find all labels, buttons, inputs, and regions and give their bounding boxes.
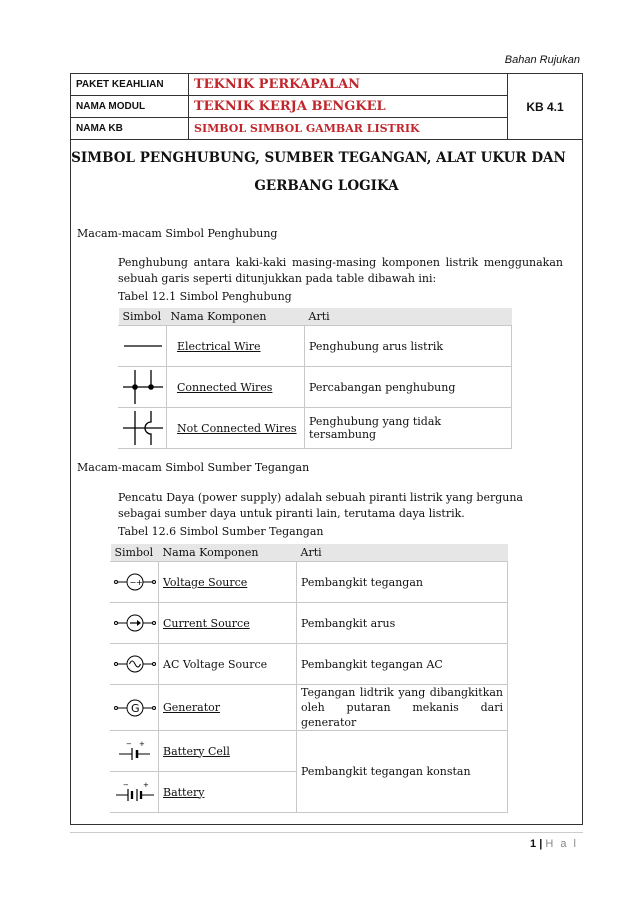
value-nama-modul: TEKNIK KERJA BENGKEL (189, 96, 508, 118)
page-title-line2: GERBANG LOGIKA (254, 178, 399, 194)
page-title-line1: SIMBOL PENGHUBUNG, SUMBER TEGANGAN, ALAT UKUR DAN (71, 150, 566, 166)
minus-sign: − (125, 740, 132, 748)
component-meaning: Pembangkit tegangan konstan (297, 731, 508, 813)
component-name: Current Source (163, 616, 250, 630)
component-meaning: Pembangkit tegangan (297, 562, 508, 603)
footer-divider (70, 832, 583, 833)
col-header-simbol: Simbol (119, 308, 167, 326)
label-nama-kb: NAMA KB (71, 118, 189, 140)
footer-label: H a l (545, 838, 578, 850)
table-row (111, 562, 508, 603)
not-connected-wires-symbol-icon (121, 409, 165, 447)
battery-symbol-icon (113, 778, 157, 806)
connected-wires-symbol-icon (121, 368, 165, 406)
reference-note: Bahan Rujukan (504, 54, 580, 66)
table-row (111, 685, 508, 731)
connector-symbol-table (118, 308, 512, 449)
generator-letter: G (130, 701, 140, 715)
not-connected-wires-symbol-cell (119, 408, 167, 449)
component-name: Voltage Source (163, 575, 248, 589)
electrical-wire-symbol-icon (121, 331, 165, 361)
component-name: Battery (163, 785, 205, 799)
section2-heading: Macam-macam Simbol Sumber Tegangan (77, 461, 310, 474)
col-header-nama: Nama Komponen (167, 308, 305, 326)
info-header-table (70, 73, 583, 140)
kb-code: KB 4.1 (508, 74, 583, 140)
component-meaning: Percabangan penghubung (305, 367, 512, 408)
page-footer (530, 838, 578, 850)
generator-symbol-icon (113, 696, 157, 720)
electrical-wire-symbol-cell (119, 326, 167, 367)
col-header-simbol: Simbol (111, 544, 159, 562)
section1-paragraph: Penghubung antara kaki-kaki masing-masing komponen listrik menggunakan sebuah garis seperti ditunjukkan pada table dibawah ini: (118, 256, 563, 285)
plus-sign: + (138, 740, 145, 748)
table-row (111, 731, 508, 772)
table-row (119, 408, 512, 449)
generator-symbol-cell (111, 685, 159, 731)
component-meaning: Penghubung yang tidak tersambung (305, 408, 512, 449)
table-row (119, 367, 512, 408)
section2-paragraph: Pencatu Daya (power supply) adalah sebuah piranti listrik yang berguna sebagai sumber daya untuk piranti lain, terutama daya listrik. (118, 491, 523, 520)
component-meaning: Penghubung arus listrik (305, 326, 512, 367)
current-source-symbol-icon (113, 611, 157, 635)
table-row (111, 603, 508, 644)
label-nama-modul: NAMA MODUL (71, 96, 189, 118)
plus-sign: + (135, 578, 143, 587)
component-name: Generator (163, 701, 221, 714)
ac-voltage-source-symbol-cell (111, 644, 159, 685)
table-row (111, 644, 508, 685)
connected-wires-symbol-cell (119, 367, 167, 408)
col-header-arti: Arti (305, 308, 512, 326)
battery-cell-symbol-cell (111, 731, 159, 772)
table-row (119, 326, 512, 367)
label-paket-keahlian: PAKET KEAHLIAN (71, 74, 189, 96)
component-meaning: Pembangkit arus (297, 603, 508, 644)
ac-voltage-source-symbol-icon (113, 652, 157, 676)
component-name: AC Voltage Source (159, 644, 297, 685)
component-name: Not Connected Wires (177, 421, 297, 435)
component-meaning: Pembangkit tegangan AC (297, 644, 508, 685)
component-name: Connected Wires (177, 380, 273, 394)
footer-separator: | (539, 838, 543, 850)
battery-cell-symbol-icon (113, 737, 157, 765)
battery-symbol-cell (111, 772, 159, 813)
minus-sign: − (129, 578, 136, 587)
power-source-symbol-table (110, 544, 508, 813)
page-number: 1 (530, 838, 537, 850)
component-name: Battery Cell (163, 744, 230, 758)
section2-caption: Tabel 12.6 Simbol Sumber Tegangan (118, 525, 324, 538)
plus-sign: + (142, 781, 149, 789)
voltage-source-symbol-cell (111, 562, 159, 603)
value-paket-keahlian: TEKNIK PERKAPALAN (189, 74, 508, 96)
col-header-arti: Arti (297, 544, 508, 562)
value-nama-kb: SIMBOL SIMBOL GAMBAR LISTRIK (189, 118, 508, 140)
component-meaning: Tegangan lidtrik yang dibangkitkan oleh putaran mekanis dari generator (297, 685, 508, 731)
component-name: Electrical Wire (177, 339, 261, 353)
current-source-symbol-cell (111, 603, 159, 644)
section1-heading: Macam-macam Simbol Penghubung (77, 227, 278, 240)
col-header-nama: Nama Komponen (159, 544, 297, 562)
voltage-source-symbol-icon (113, 570, 157, 594)
minus-sign: − (122, 781, 129, 789)
section1-caption: Tabel 12.1 Simbol Penghubung (118, 290, 292, 303)
